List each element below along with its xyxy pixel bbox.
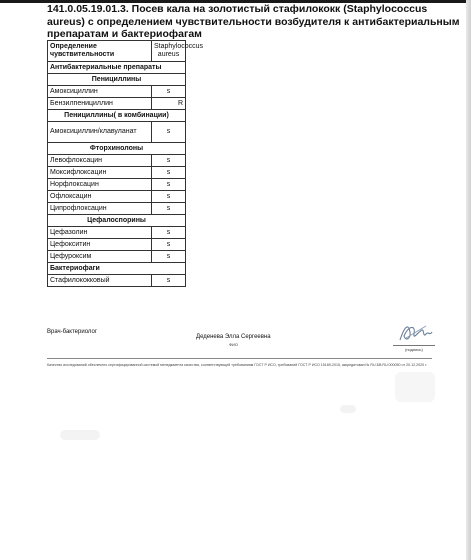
- section-title: Бактериофаги: [48, 263, 186, 275]
- drug-name: Амоксициллин/клавуланат: [48, 122, 152, 143]
- drug-name: Бензилпенициллин: [48, 98, 152, 110]
- table-row: [48, 191, 186, 203]
- table-row: [48, 179, 186, 191]
- footer-divider: [47, 358, 432, 359]
- header-determination: Определение чувствительности: [48, 41, 152, 62]
- table-header-row: [48, 41, 186, 62]
- signature-caption: (подпись): [405, 347, 423, 352]
- drug-result: s: [152, 203, 186, 215]
- drug-result: s: [152, 179, 186, 191]
- group-title: Пенициллины: [48, 74, 186, 86]
- drug-result: s: [152, 191, 186, 203]
- drug-name: Амоксициллин: [48, 86, 152, 98]
- drug-name: Стафилококковый: [48, 275, 152, 287]
- table-row: [48, 155, 186, 167]
- page-edge-shadow: [466, 0, 471, 560]
- section-bacteriophages: [48, 263, 186, 275]
- drug-name: Моксифлоксацин: [48, 167, 152, 179]
- signature-line: [393, 345, 435, 346]
- section-antibacterial: [48, 62, 186, 74]
- header-organism: Staphylococcus aureus: [152, 41, 186, 62]
- analysis-title: 141.0.05.19.01.3. Посев кала на золотистый стафилококк (Staphylococcus aureus) с определением чувствительности возбудителя к антибактериальным препаратам и бактериофагам: [47, 3, 460, 40]
- group-penicillins-combo: [48, 110, 186, 122]
- drug-result: s: [152, 122, 186, 143]
- drug-name: Цефокситин: [48, 239, 152, 251]
- drug-result: R: [152, 98, 186, 110]
- doctor-role-label: Врач-бактериолог: [47, 329, 98, 335]
- group-penicillins: [48, 74, 186, 86]
- scan-smudge: [340, 405, 356, 413]
- section-title: Антибактериальные препараты: [48, 62, 186, 74]
- drug-result: s: [152, 167, 186, 179]
- drug-result: s: [152, 275, 186, 287]
- table-row: [48, 275, 186, 287]
- signature-icon: [396, 318, 434, 346]
- table-row: [48, 98, 186, 110]
- table-row: [48, 86, 186, 98]
- drug-name: Левофлоксацин: [48, 155, 152, 167]
- group-fluoroquinolones: [48, 143, 186, 155]
- quality-note: Качество исследований обеспечено сертифицированной системой менеджмента качества, соответствующей требованиям ГОСТ Р ИСО, требований ГОСТ Р ИСО 15189-2015, аккредитован № RU.БВ.RU.000050 от 20.12.2020 г.: [47, 363, 427, 367]
- susceptibility-table: [47, 40, 204, 287]
- table-row: [48, 251, 186, 263]
- drug-result: s: [152, 227, 186, 239]
- drug-name: Цефазолин: [48, 227, 152, 239]
- group-title: Пенициллины( в комбинации): [48, 110, 186, 122]
- drug-name: Цефуроксим: [48, 251, 152, 263]
- drug-name: Ципрофлоксацин: [48, 203, 152, 215]
- group-title: Цефалоспорины: [48, 215, 186, 227]
- table-row: [48, 167, 186, 179]
- drug-result: s: [152, 155, 186, 167]
- table-row: [48, 239, 186, 251]
- drug-result: s: [152, 86, 186, 98]
- scan-smudge: [395, 372, 435, 402]
- drug-result: s: [152, 251, 186, 263]
- drug-name: Норфлоксацин: [48, 179, 152, 191]
- table-row: [48, 227, 186, 239]
- table-row: [48, 122, 186, 143]
- group-title: Фторхинолоны: [48, 143, 186, 155]
- drug-result: s: [152, 239, 186, 251]
- doctor-name-caption: ФИО: [229, 342, 239, 347]
- doctor-name: Деденева Элла Сергеевна: [196, 334, 271, 340]
- table-row: [48, 203, 186, 215]
- group-cephalosporins: [48, 215, 186, 227]
- scan-smudge: [60, 430, 100, 440]
- drug-name: Офлоксацин: [48, 191, 152, 203]
